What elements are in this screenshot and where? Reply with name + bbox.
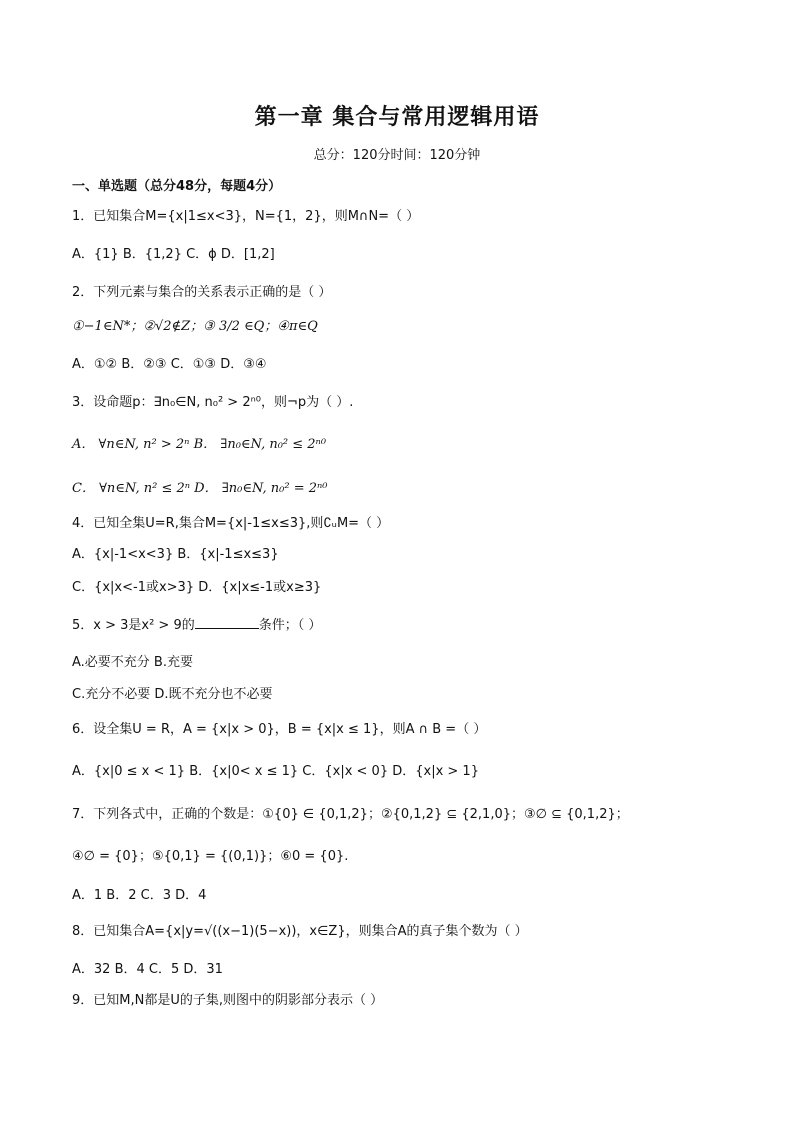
question-7-options: A．1 B．2 C．3 D．4 bbox=[72, 888, 207, 903]
question-6-options: A．{x|0 ≤ x < 1} B．{x|0< x ≤ 1} C．{x|x < 0} D．{x|x > 1} bbox=[72, 764, 479, 779]
question-6-stem: 6．设全集U = R，A = {x|x > 0}，B = {x|x ≤ 1}，则A ∩ B =（ ） bbox=[72, 722, 487, 737]
question-5-stem bbox=[72, 616, 762, 635]
question-4-options-cd: C．{x|x<-1或x>3} D．{x|x≤-1或x≥3} bbox=[72, 580, 322, 595]
question-2-options: A．①② B．②③ C．①③ D．③④ bbox=[72, 357, 267, 372]
question-3-options-ab: A． ∀n∈N, n² > 2ⁿ B． ∃n₀∈N, n₀² ≤ 2ⁿ⁰ bbox=[72, 437, 327, 452]
section-heading: 一、单选题（总分48分，每题4分） bbox=[72, 179, 282, 194]
question-8-options: A．32 B．4 C．5 D．31 bbox=[72, 962, 223, 977]
question-2-stem: 2．下列元素与集合的关系表示正确的是（ ） bbox=[72, 285, 332, 300]
question-3-options-cd: C． ∀n∈N, n² ≤ 2ⁿ D． ∃n₀∈N, n₀² = 2ⁿ⁰ bbox=[72, 481, 328, 496]
question-4-stem: 4．已知全集U=R,集合M={x|-1≤x≤3},则∁ᵤM=（ ） bbox=[72, 516, 390, 531]
question-7-stem: 7．下列各式中，正确的个数是：①{0} ∈ {0,1,2}；②{0,1,2} ⊆ {2,1,0}；③∅ ⊆ {0,1,2}； bbox=[72, 807, 629, 822]
question-3-stem: 3．设命题p：∃n₀∈N, n₀² > 2ⁿ⁰，则¬p为（ ）. bbox=[72, 395, 354, 410]
question-5-stem-post: 条件；（ ） bbox=[258, 618, 322, 633]
question-8-stem: 8．已知集合A={x|y=√((x−1)(5−x))，x∈Z}，则集合A的真子集个数为（ ） bbox=[72, 924, 528, 939]
question-5-stem-pre: 5．x > 3是x² > 9的 bbox=[72, 618, 195, 633]
question-4-options-ab: A．{x|-1<x<3} B．{x|-1≤x≤3} bbox=[72, 547, 279, 562]
question-1-options: A．{1} B．{1,2} C．ϕ D．[1,2] bbox=[72, 247, 275, 262]
question-2-items: ①−1∈N*；②√2∉Z；③ 3/2 ∈Q；④π∈Q bbox=[72, 319, 318, 334]
answer-blank bbox=[195, 616, 259, 629]
page-title: 第一章 集合与常用逻辑用语 bbox=[254, 104, 540, 130]
page-subtitle: 总分：120分时间：120分钟 bbox=[313, 148, 481, 163]
question-7-items: ④∅ = {0}；⑤{0,1} = {(0,1)}；⑥0 = {0}. bbox=[72, 849, 349, 864]
question-5-options-ab: A.必要不充分 B.充要 bbox=[72, 655, 193, 670]
question-5-options-cd: C.充分不必要 D.既不充分也不必要 bbox=[72, 687, 273, 702]
question-9-stem: 9．已知M,N都是U的子集,则图中的阴影部分表示（ ） bbox=[72, 993, 384, 1008]
question-1-stem: 1．已知集合M={x|1≤x<3}，N={1，2}，则M∩N=（ ） bbox=[72, 209, 420, 224]
